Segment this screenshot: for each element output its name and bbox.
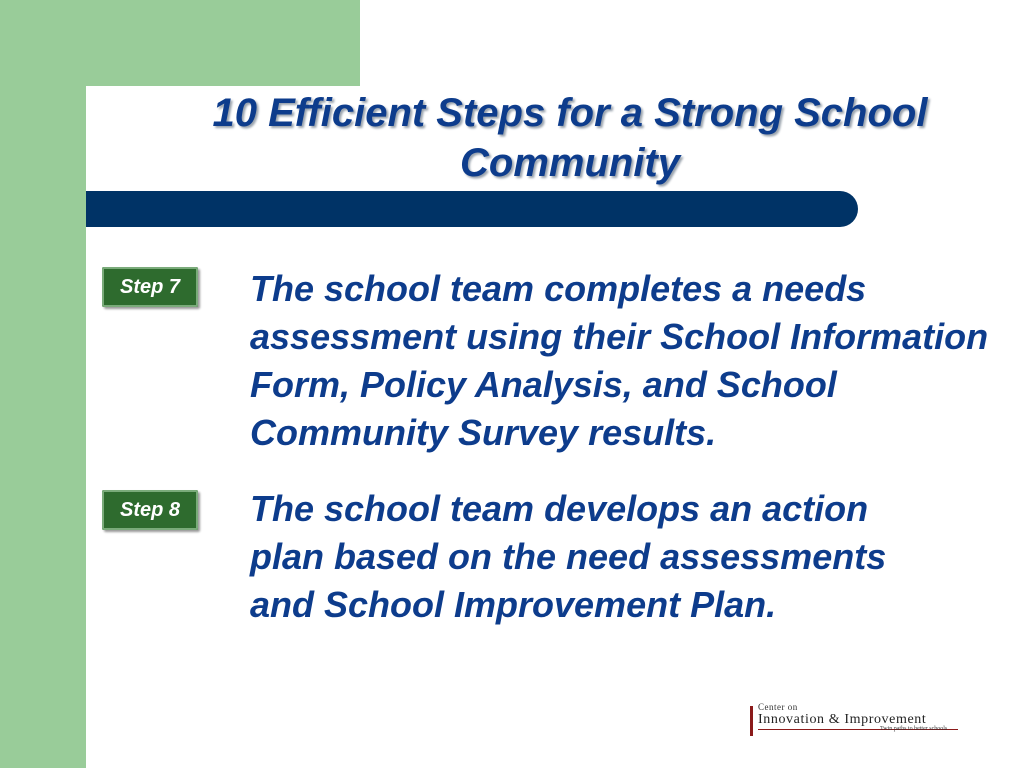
logo-bar-icon bbox=[750, 706, 753, 736]
logo-main-text: Innovation & Improvement bbox=[758, 712, 927, 727]
logo-tagline: Twin paths to better schools bbox=[880, 726, 948, 732]
step-8-description: The school team develops an action plan based on the need assessments and School Improvement Plan. bbox=[250, 488, 887, 625]
step-7-button[interactable]: Step 7 bbox=[102, 267, 198, 307]
top-green-block bbox=[86, 0, 360, 86]
step-7-description: The school team completes a needs assessment using their School Information Form, Policy Analysis, and School Community Survey results. bbox=[250, 268, 989, 453]
center-logo bbox=[750, 700, 970, 742]
left-green-strip bbox=[0, 0, 86, 768]
logo-small-text: Center on bbox=[758, 702, 798, 712]
step-8-button[interactable]: Step 8 bbox=[102, 490, 198, 530]
slide-title: 10 Efficient Steps for a Strong School Community bbox=[212, 91, 928, 185]
title-underline-band bbox=[86, 191, 858, 227]
